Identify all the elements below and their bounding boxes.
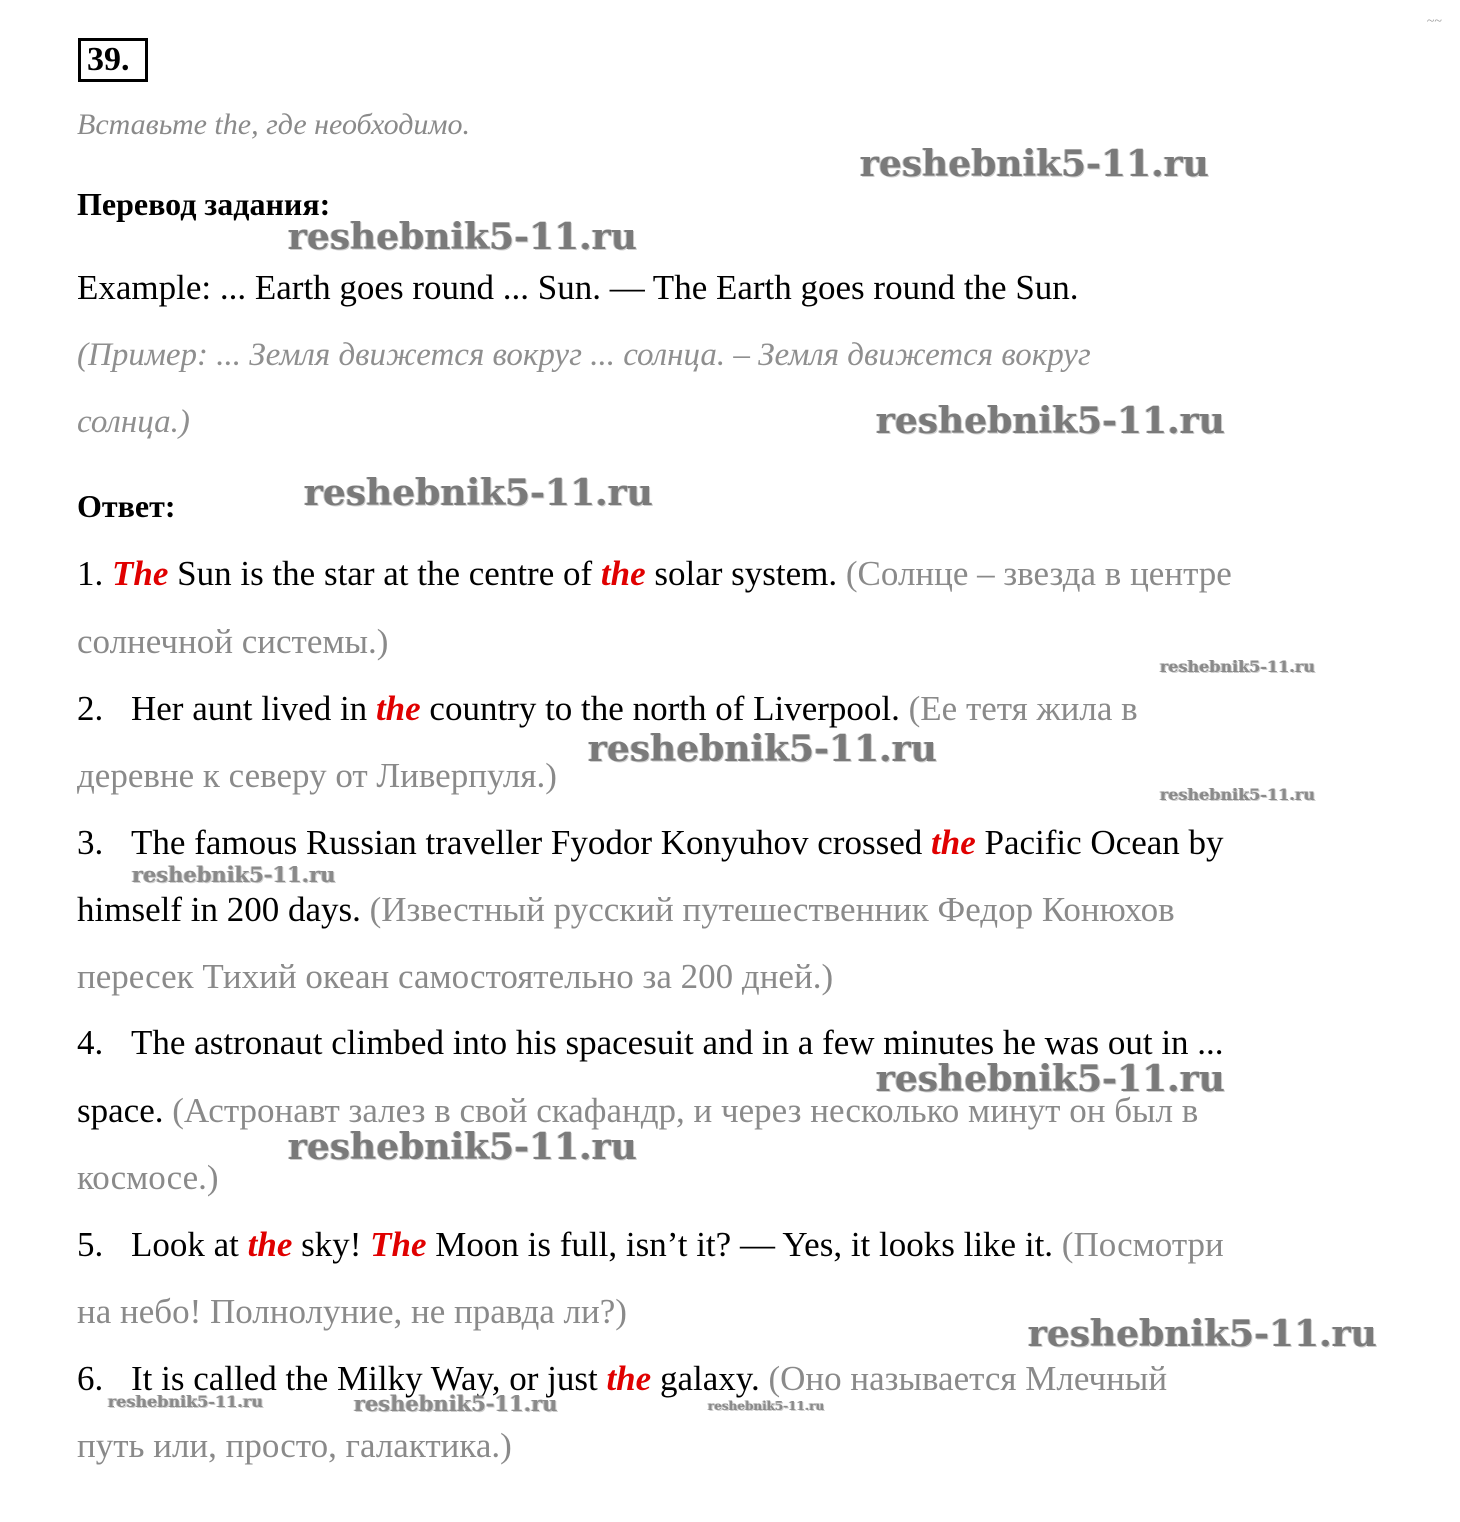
answer-6-russian-1: (Оно называется Млечный: [759, 1359, 1168, 1398]
answer-4-russian-2: космосе.): [77, 1158, 219, 1197]
answer-4-russian-1: (Астронавт залез в свой скафандр, и через несколько минут он был в: [163, 1091, 1199, 1130]
answer-5-text-2: sky!: [292, 1225, 371, 1264]
example-russian-line-1: (Пример: ... Земля движется вокруг ... солнца. – Земля движется вокруг: [77, 337, 1091, 373]
answer-3-line-1: [77, 823, 1224, 863]
watermark: reshebnik5-11.ru: [1160, 785, 1316, 804]
answer-3-russian-2: пересек Тихий океан самостоятельно за 200 дней.): [77, 957, 834, 996]
answer-5-article-2: The: [370, 1225, 427, 1264]
watermark: reshebnik5-11.ru: [860, 143, 1209, 185]
answer-4-text-2: space.: [77, 1091, 164, 1130]
watermark: reshebnik5-11.ru: [354, 1391, 558, 1416]
watermark: reshebnik5-11.ru: [588, 728, 937, 770]
example-russian-line-2: солнца.): [77, 404, 190, 440]
answer-5-line-1: [77, 1225, 1224, 1265]
answer-3-text-1: The famous Russian traveller Fyodor Konyuhov crossed: [131, 823, 931, 862]
answer-1-text-1: Sun is the star at the centre of: [168, 554, 601, 593]
answer-1-article-1: The: [112, 554, 169, 593]
answer-1-russian-1: (Солнце – звезда в центре: [837, 554, 1232, 593]
answer-3-russian-1: (Известный русский путешественник Федор Конюхов: [360, 890, 1175, 929]
answer-5-text-3: Moon is full, isn’t it? — Yes, it looks like it.: [426, 1225, 1054, 1264]
answer-2-text-2: country to the north of Liverpool.: [420, 689, 900, 728]
answer-5-article-1: the: [247, 1225, 293, 1264]
answer-6-russian-2: путь или, просто, галактика.): [77, 1426, 512, 1465]
page-corner-mark: ~~: [1426, 14, 1442, 29]
watermark: reshebnik5-11.ru: [288, 216, 637, 258]
task-instruction: Вставьте the, где необходимо.: [77, 108, 471, 141]
answer-1-line-1: [77, 554, 1232, 594]
answer-5-russian-1: (Посмотри: [1053, 1225, 1224, 1264]
answer-2-russian-1: (Ее тетя жила в: [899, 689, 1138, 728]
answer-5-number: 5.: [77, 1225, 104, 1264]
answer-6-text-1: It is called the Milky Way, or just: [131, 1359, 607, 1398]
answer-4-line-1: [77, 1023, 1224, 1063]
answer-1-russian-2: солнечной системы.): [77, 622, 389, 661]
watermark: reshebnik5-11.ru: [1160, 657, 1316, 676]
answer-2-article: the: [375, 689, 421, 728]
answer-1-article-2: the: [600, 554, 646, 593]
task-number-box: 39.: [78, 38, 148, 82]
answer-3-text-3: himself in 200 days.: [77, 890, 361, 929]
watermark: reshebnik5-11.ru: [1028, 1313, 1377, 1355]
answer-3-article: the: [931, 823, 976, 862]
answer-6-text-2: galaxy.: [651, 1359, 760, 1398]
answer-6-article: the: [606, 1359, 652, 1398]
answer-1-text-2: solar system.: [645, 554, 838, 593]
watermark: reshebnik5-11.ru: [108, 1392, 264, 1411]
answer-2-line-1: [77, 689, 1138, 729]
answer-1-number: 1.: [77, 554, 104, 593]
answer-5-russian-2: на небо! Полнолуние, не правда ли?): [77, 1292, 627, 1331]
translation-heading: Перевод задания:: [77, 186, 331, 222]
answer-6-number: 6.: [77, 1359, 104, 1398]
answer-3-number: 3.: [77, 823, 104, 862]
watermark: reshebnik5-11.ru: [288, 1126, 637, 1168]
answer-2-text-1: Her aunt lived in: [131, 689, 376, 728]
answer-4-number: 4.: [77, 1023, 104, 1062]
answer-heading: Ответ:: [77, 488, 176, 524]
watermark: reshebnik5-11.ru: [876, 1058, 1225, 1100]
answer-2-russian-2: деревне к северу от Ливерпуля.): [77, 756, 557, 795]
example-english: Example: ... Earth goes round ... Sun. — The Earth goes round the Sun.: [77, 268, 1079, 307]
answer-2-number: 2.: [77, 689, 104, 728]
answer-3-line-2: [77, 890, 1175, 930]
answer-5-text-1: Look at: [131, 1225, 248, 1264]
watermark: reshebnik5-11.ru: [304, 472, 653, 514]
answer-3-text-2: Pacific Ocean by: [975, 823, 1224, 862]
watermark: reshebnik5-11.ru: [132, 862, 336, 887]
watermark: reshebnik5-11.ru: [708, 1399, 825, 1413]
watermark: reshebnik5-11.ru: [876, 400, 1225, 442]
answer-4-text-1: The astronaut climbed into his spacesuit and in a few minutes he was out in ...: [131, 1023, 1224, 1062]
